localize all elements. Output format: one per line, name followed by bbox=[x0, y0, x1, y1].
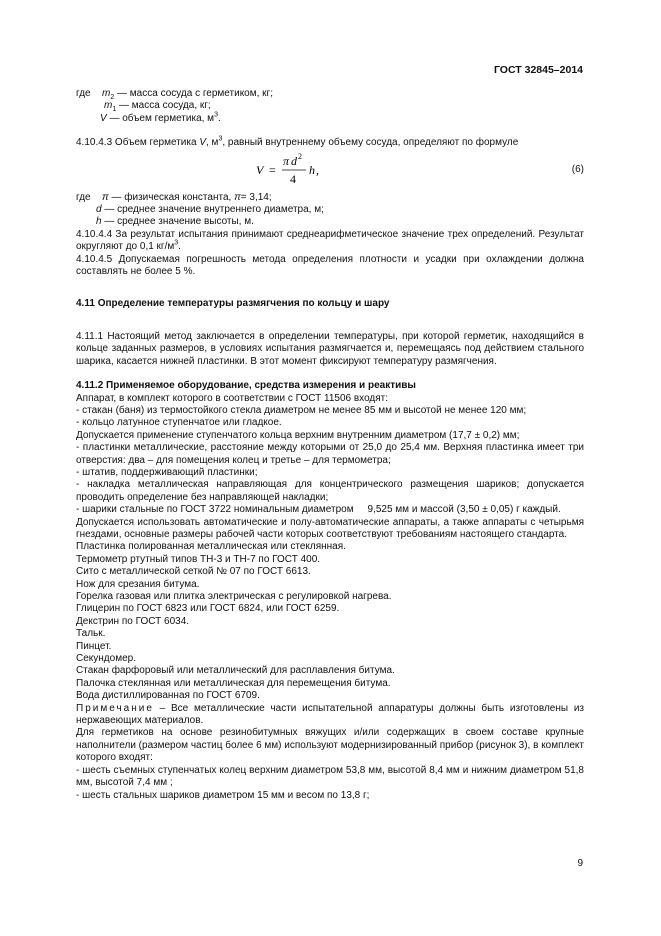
material-item: Горелка газовая или плитка электрическая с регулировкой нагрева. bbox=[76, 591, 392, 602]
modern-item: - шесть съемных ступенчатых колец верхним диаметром 53,8 мм, высотой 8,4 мм и нижним диаметром 51,8 мм, высотой 7,4 мм ; bbox=[76, 764, 584, 789]
material-item: Секундомер. bbox=[76, 653, 136, 665]
equipment-line: - накладка металлическая направляющая для концентрического размещения шариков; допускается проводить определение без направляющей накладки; bbox=[76, 479, 584, 503]
equipment-line: - шарики стальные по ГОСТ 3722 номинальным диаметром 9,525 мм и массой (3,50 ± 0,05) г каждый. bbox=[76, 504, 561, 516]
equipment-line: - штатив, поддерживающий пластинки; bbox=[76, 466, 258, 478]
paragraph-4-10-4-4: 4.10.4.4 За результат испытания принимают среднеарифметическое значение трех определений. Результат округляют до 0,1 $кг/м^3$. bbox=[76, 228, 584, 253]
formula-block bbox=[76, 152, 584, 188]
formula-pi: π bbox=[283, 153, 290, 168]
equipment-line: - стакан (баня) из термостойкого стекла диаметром не менее 85 мм и высотой не менее 120 мм; bbox=[76, 404, 527, 416]
definition-text: — масса сосуда с герметиком, кг; bbox=[114, 88, 273, 99]
material-item: Стакан фарфоровый или металлический для расплавления битума. bbox=[76, 665, 395, 677]
where-line-pi: где π — физическая константа, π= 3,14; bbox=[76, 191, 272, 203]
paragraph-4-10-4-5: 4.10.4.5 Допускаемая погрешность метода определения плотности и усадки при охлаждении должна составлять не более 5 %. bbox=[76, 253, 584, 278]
material-item: Пинцет. bbox=[76, 640, 112, 652]
formula-lhs: V bbox=[256, 162, 264, 177]
material-item: Нож для срезания битума. bbox=[76, 578, 200, 590]
equipment-line: Аппарат, в комплект которого в соответствии с ГОСТ 11506 входят: bbox=[76, 392, 389, 404]
formula-number: (6) bbox=[571, 163, 584, 175]
equipment-line: Допускается использовать автоматические и полу-автоматические аппараты, а также аппараты с четырьмя гнездами, основные размеры рабочей части которых соответствуют требованиям настоящего стандарта. bbox=[76, 516, 584, 540]
equipment-line: Допускается применение ступенчатого кольца верхним внутренним диаметром (17,7 ± 0,2) мм; bbox=[76, 429, 520, 441]
paragraph-modernized-device: Для герметиков на основе резинобитумных вяжущих и/или содержащих в своем составе крупные наполнители (размером частиц более 6 мм) используют модернизированный прибор (рисунок 3), в комплект которого входят: bbox=[76, 727, 584, 764]
paragraph-4-10-4-3: 4.10.4.3 Объем герметика V, $м^3$, равный внутреннему объему сосуда, определяют по формуле bbox=[76, 135, 519, 149]
formula-h: h bbox=[309, 162, 315, 177]
material-item: Пластинка полированная металлическая или стеклянная. bbox=[76, 541, 346, 553]
formula-d: d bbox=[291, 153, 297, 168]
formula-denominator: 4 bbox=[290, 171, 296, 186]
material-item: Термометр ртутный типов ТН-3 и ТН-7 по ГОСТ 400. bbox=[76, 553, 321, 565]
material-item: Сито с металлической сеткой № 07 по ГОСТ 6613. bbox=[76, 566, 311, 578]
equipment-line: - кольцо латунное ступенчатое или гладкое. bbox=[76, 417, 282, 429]
formula-6 bbox=[252, 152, 372, 188]
where-line-d: d — среднее значение внутреннего диаметра, м; bbox=[96, 204, 324, 216]
material-item: Вода дистиллированная по ГОСТ 6709. bbox=[76, 690, 260, 702]
section-heading-4-11: 4.11 Определение температуры размягчения по кольцу и шару bbox=[76, 298, 390, 310]
where-line-m1: $m_1$ — масса сосуда, кг; bbox=[104, 100, 211, 114]
document-body bbox=[76, 88, 584, 802]
where-label: где bbox=[76, 88, 91, 99]
note-label: Примечание bbox=[76, 702, 154, 714]
material-item: Тальк. bbox=[76, 628, 106, 640]
document-code: ГОСТ 32845–2014 bbox=[493, 64, 583, 76]
page-number: 9 bbox=[577, 858, 583, 869]
equipment-line: - пластинки металлические, расстояние между которыми от 25,0 до 25,4 мм. Верхняя пластинка имеет три отверстия: два – для помещения колец и третье – для термометра; bbox=[76, 442, 584, 466]
material-item: Палочка стеклянная или металлическая для перемещения битума. bbox=[76, 677, 391, 689]
formula-eq: = bbox=[269, 162, 276, 177]
section-heading-4-11-2: 4.11.2 Применяемое оборудование, средства измерения и реактивы bbox=[76, 380, 416, 392]
formula-exp: 2 bbox=[298, 151, 302, 161]
modern-item: - шесть стальных шариков диаметром 15 мм и весом по 13,8 г; bbox=[76, 789, 370, 801]
note bbox=[76, 703, 584, 728]
symbol-m: m bbox=[102, 88, 111, 99]
paragraph-4-11-1: 4.11.1 Настоящий метод заключается в определении температуры, при которой герметик, находящийся в кольце заданных размеров, в условиях испытания размягчается и, перемещаясь под действием стального шарика, касается нижней пластинки. В этот момент фиксируют температуру размягчения. bbox=[76, 330, 584, 367]
where-line-v: V — объем герметика, $м^3$. bbox=[100, 111, 221, 124]
where-line-m2: где $m_2$ — масса сосуда с герметиком, кг; bbox=[76, 88, 273, 101]
formula-comma: , bbox=[316, 162, 319, 177]
material-item: Декстрин по ГОСТ 6034. bbox=[76, 615, 190, 627]
material-item: Глицерин по ГОСТ 6823 или ГОСТ 6824, или ГОСТ 6259. bbox=[76, 603, 340, 615]
note-text: – Все металлические части испытательной аппаратуры должны быть изготовлены из нержавеющих материалов. bbox=[76, 702, 584, 727]
where-line-h: h — среднее значение высоты, м. bbox=[96, 216, 254, 228]
